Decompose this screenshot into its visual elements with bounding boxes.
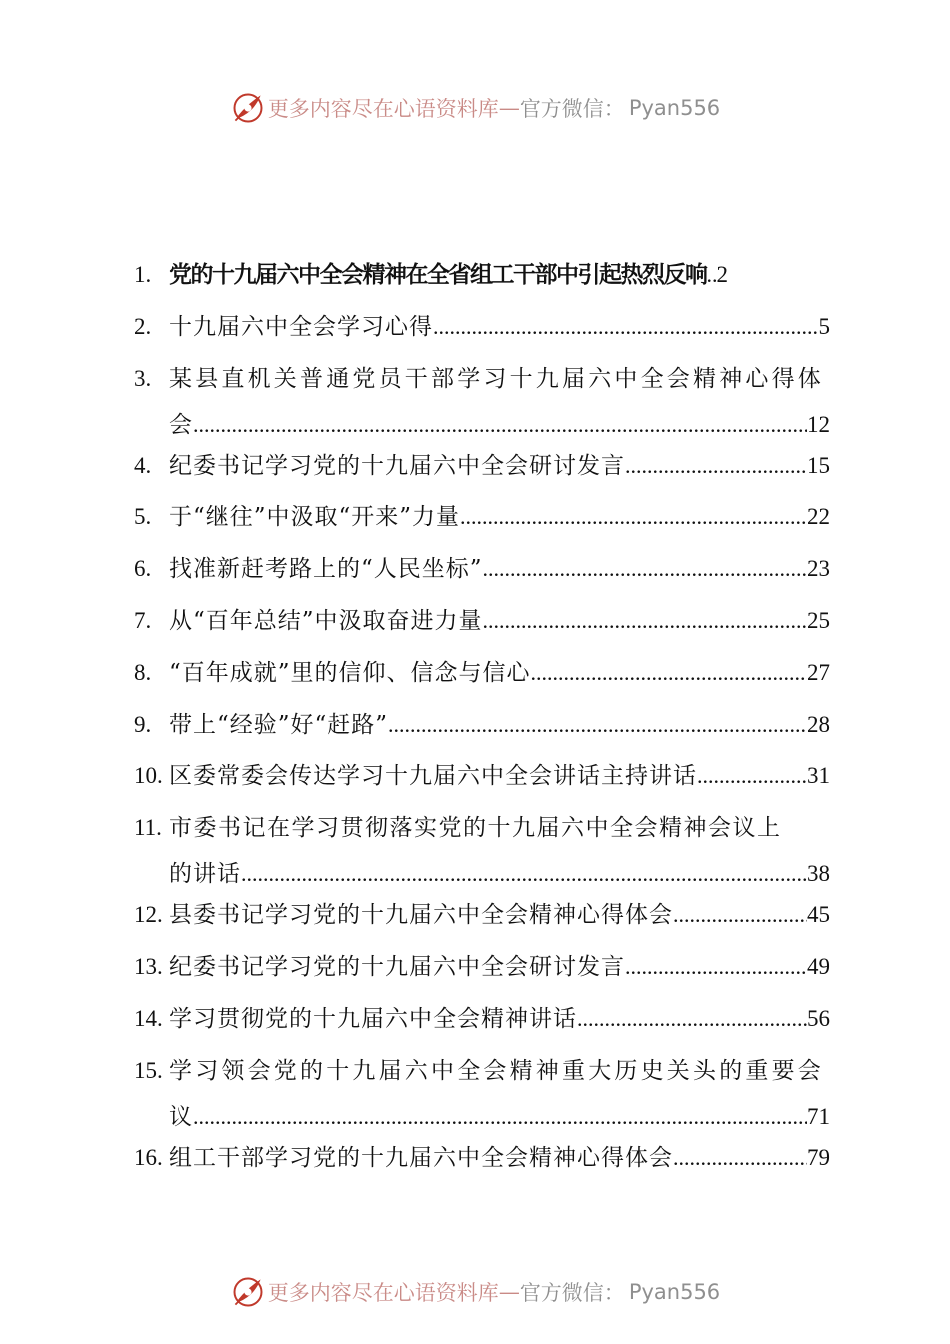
toc-entry-9[interactable] bbox=[134, 702, 830, 754]
toc-entry-4[interactable] bbox=[134, 443, 830, 495]
toc-entry-13[interactable] bbox=[134, 944, 830, 996]
toc-entry-3[interactable] bbox=[134, 356, 830, 443]
toc-leader bbox=[673, 1135, 807, 1181]
toc-title: 从“百年总结”中汲取奋进力量 bbox=[169, 607, 483, 634]
toc-title: 于“继往”中汲取“开来”力量 bbox=[169, 504, 461, 531]
toc-title: 带上“经验”好“赶路” bbox=[169, 711, 389, 738]
toc-leader bbox=[460, 494, 807, 540]
toc-number: 5. bbox=[134, 504, 152, 530]
toc-title: 组工干部学习党的十九届六中全会精神心得体会 bbox=[169, 1144, 673, 1171]
toc-leader bbox=[577, 996, 807, 1042]
toc-leader bbox=[193, 1094, 807, 1140]
toc-leader bbox=[193, 402, 807, 448]
toc-number: 14. bbox=[134, 1005, 163, 1031]
toc-entry-14[interactable] bbox=[134, 996, 830, 1048]
toc-page-number: 23 bbox=[807, 556, 830, 582]
toc-page-number: 2 bbox=[716, 262, 728, 287]
toc-number: 1. bbox=[134, 262, 152, 287]
toc-entry-7[interactable] bbox=[134, 598, 830, 650]
banner-text: 更多内容尽在心语资料库 bbox=[267, 1281, 499, 1305]
banner-wechat-id: Pyan556 bbox=[628, 1280, 721, 1304]
toc-page-number: 71 bbox=[807, 1103, 830, 1129]
toc-entry-11[interactable] bbox=[134, 805, 830, 892]
banner-dash: — bbox=[498, 96, 520, 120]
toc-leader bbox=[388, 702, 807, 748]
toc-entry-12[interactable] bbox=[134, 892, 830, 944]
toc-title-line1: 市委书记在学习贯彻落实党的十九届六中全会精神会议上 bbox=[169, 815, 782, 842]
toc-leader bbox=[673, 892, 807, 938]
banner-dash: — bbox=[498, 1280, 520, 1304]
toc-entry-16[interactable] bbox=[134, 1135, 830, 1187]
banner-text: 更多内容尽在心语资料库 bbox=[267, 97, 499, 121]
toc-title: 县委书记学习党的十九届六中全会精神心得体会 bbox=[169, 902, 673, 929]
toc-title: 十九届六中全会学习心得 bbox=[169, 313, 433, 340]
toc-number: 11. bbox=[134, 815, 162, 841]
toc-leader bbox=[241, 851, 807, 897]
toc-number: 16. bbox=[134, 1144, 163, 1170]
toc-page-number: 56 bbox=[807, 1005, 830, 1031]
toc-number: 7. bbox=[134, 607, 152, 633]
toc-number: 12. bbox=[134, 902, 163, 928]
toc-title-line1: 学习领会党的十九届六中全会精神重大历史关头的重要会 bbox=[169, 1057, 824, 1084]
toc-page-number: 25 bbox=[807, 607, 830, 633]
toc-title: 党的十九届六中全会精神在全省组工干部中引起热烈反响 bbox=[169, 262, 707, 288]
toc-number: 3. bbox=[134, 365, 152, 391]
toc-title: 纪委书记学习党的十九届六中全会研讨发言 bbox=[169, 452, 625, 479]
toc-title: 学习贯彻党的十九届六中全会精神讲话 bbox=[169, 1005, 577, 1032]
banner-wechat-id: Pyan556 bbox=[628, 96, 721, 120]
header-banner bbox=[0, 86, 950, 130]
toc-leader bbox=[625, 443, 807, 489]
toc-leader bbox=[483, 546, 807, 592]
toc-page-number: 15 bbox=[807, 452, 830, 478]
toc-title-line2: 的讲话 bbox=[169, 861, 241, 888]
toc-number: 8. bbox=[134, 659, 152, 685]
banner-wechat-label: 官方微信： bbox=[519, 97, 625, 121]
toc-page-number: 12 bbox=[807, 411, 830, 437]
toc-entry-15[interactable] bbox=[134, 1048, 830, 1135]
toc-title: “百年成就”里的信仰、信念与信心 bbox=[169, 659, 531, 686]
toc-leader bbox=[433, 304, 819, 350]
toc-leader bbox=[697, 753, 807, 799]
toc-entry-1[interactable] bbox=[134, 252, 830, 304]
toc-title-line1: 某县直机关普通党员干部学习十九届六中全会精神心得体 bbox=[169, 365, 824, 392]
banner-wechat-label: 官方微信： bbox=[519, 1281, 625, 1305]
toc-page-number: 49 bbox=[807, 953, 830, 979]
toc-leader bbox=[625, 944, 807, 990]
toc-entry-2[interactable] bbox=[134, 304, 830, 356]
toc-entry-5[interactable] bbox=[134, 494, 830, 546]
toc-leader bbox=[707, 252, 717, 298]
toc-page-number: 31 bbox=[807, 763, 830, 789]
toc-page-number: 28 bbox=[807, 711, 830, 737]
toc-title-line2: 会 bbox=[169, 411, 193, 438]
toc-leader bbox=[531, 650, 807, 696]
toc-number: 10. bbox=[134, 763, 163, 789]
toc-title: 找准新赶考路上的“人民坐标” bbox=[169, 556, 483, 583]
toc-page-number: 22 bbox=[807, 504, 830, 530]
toc-entry-6[interactable] bbox=[134, 546, 830, 598]
toc-entry-8[interactable] bbox=[134, 650, 830, 702]
toc-title: 区委常委会传达学习十九届六中全会讲话主持讲话 bbox=[169, 763, 697, 790]
toc-entry-10[interactable] bbox=[134, 753, 830, 805]
toc-page-number: 38 bbox=[807, 861, 830, 887]
table-of-contents bbox=[134, 252, 830, 1186]
toc-page-number: 45 bbox=[807, 902, 830, 928]
footer-banner bbox=[0, 1270, 950, 1314]
toc-number: 13. bbox=[134, 953, 163, 979]
toc-leader bbox=[483, 598, 807, 644]
quill-pen-logo-icon bbox=[230, 90, 266, 126]
toc-page-number: 27 bbox=[807, 659, 830, 685]
toc-page-number: 79 bbox=[807, 1144, 830, 1170]
toc-title-line2: 议 bbox=[169, 1103, 193, 1130]
toc-number: 4. bbox=[134, 452, 152, 478]
toc-number: 2. bbox=[134, 313, 152, 339]
quill-pen-logo-icon bbox=[230, 1274, 266, 1310]
toc-title: 纪委书记学习党的十九届六中全会研讨发言 bbox=[169, 953, 625, 980]
toc-number: 6. bbox=[134, 556, 152, 582]
toc-page-number: 5 bbox=[818, 313, 830, 339]
toc-number: 9. bbox=[134, 711, 152, 737]
toc-number: 15. bbox=[134, 1057, 163, 1083]
